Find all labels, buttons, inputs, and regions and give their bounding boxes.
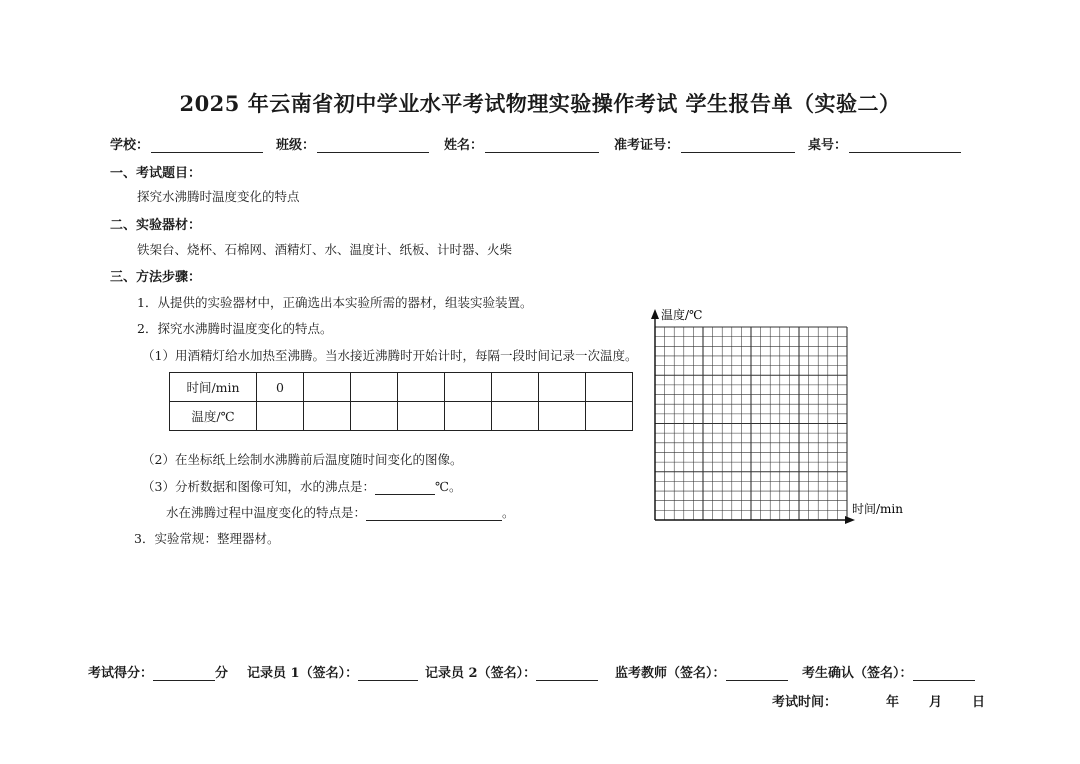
section3-heading: 三、方法步骤：	[110, 270, 202, 285]
exam-number-field[interactable]	[614, 134, 795, 153]
score-label: 考试得分：	[88, 666, 154, 681]
temperature-cell[interactable]	[351, 402, 398, 431]
exam-number-label: 准考证号：	[614, 138, 680, 153]
section2-content: 铁架台、烧杯、石棉网、酒精灯、水、温度计、纸板、计时器、火柴	[137, 242, 513, 257]
exam-number-blank[interactable]	[681, 138, 795, 153]
recorder1-blank[interactable]	[358, 666, 418, 681]
recorder2-blank[interactable]	[536, 666, 598, 681]
temperature-cell[interactable]	[539, 402, 586, 431]
grid-lines	[655, 327, 847, 520]
x-axis-label: 时间/min	[852, 502, 903, 516]
class-label: 班级：	[276, 138, 316, 153]
page-title: 2025 年云南省初中学业水平考试物理实验操作考试 学生报告单（实验二）	[179, 91, 901, 116]
student-confirm-blank[interactable]	[913, 666, 975, 681]
sub3b-prefix: 水在沸腾过程中温度变化的特点是：	[166, 505, 367, 520]
recorder2-label: 记录员 2（签名）：	[425, 666, 537, 681]
boiling-feature-blank[interactable]	[366, 506, 502, 521]
recorder1-field[interactable]	[247, 662, 418, 681]
name-field[interactable]	[444, 134, 599, 153]
time-header-cell: 时间/min	[170, 373, 257, 402]
teacher-blank[interactable]	[726, 666, 788, 681]
school-field[interactable]	[110, 134, 263, 153]
school-label: 学校：	[110, 138, 150, 153]
step1-text: 1．从提供的实验器材中，正确选出本实验所需的器材，组装实验装置。	[137, 295, 533, 310]
time-cell-0: 0	[257, 373, 304, 402]
name-label: 姓名：	[444, 138, 484, 153]
teacher-label: 监考教师（签名）：	[615, 666, 726, 681]
time-cell[interactable]	[304, 373, 351, 402]
step2-text: 2．探究水沸腾时温度变化的特点。	[137, 321, 333, 336]
desk-number-field[interactable]	[808, 134, 961, 153]
time-cell[interactable]	[539, 373, 586, 402]
boiling-point-blank[interactable]	[375, 480, 435, 495]
sub1-text: （1）用酒精灯给水加热至沸腾。当水接近沸腾时开始计时，每隔一段时间记录一次温度。	[142, 348, 638, 363]
recorder2-field[interactable]	[425, 662, 598, 681]
score-field[interactable]	[88, 662, 228, 681]
student-confirm-field[interactable]	[802, 662, 975, 681]
time-cell[interactable]	[398, 373, 445, 402]
section1-content: 探究水沸腾时温度变化的特点	[137, 189, 300, 204]
time-cell[interactable]	[445, 373, 492, 402]
month-label: 月	[929, 695, 943, 710]
name-blank[interactable]	[485, 138, 599, 153]
time-cell[interactable]	[586, 373, 633, 402]
temperature-cell[interactable]	[304, 402, 351, 431]
sub3-line	[142, 477, 461, 495]
temperature-cell[interactable]	[492, 402, 539, 431]
table-row-temperature	[170, 402, 633, 431]
sub3-prefix: （3）分析数据和图像可知，水的沸点是：	[142, 479, 375, 494]
school-blank[interactable]	[151, 138, 263, 153]
time-cell[interactable]	[492, 373, 539, 402]
score-blank[interactable]	[153, 666, 215, 681]
exam-time-label: 考试时间：	[772, 695, 838, 710]
table-row-time	[170, 373, 633, 402]
temperature-header-cell: 温度/℃	[170, 402, 257, 431]
sub2-text: （2）在坐标纸上绘制水沸腾前后温度随时间变化的图像。	[142, 452, 463, 467]
sub3b-suffix: 。	[502, 505, 515, 520]
y-axis-arrow	[651, 309, 659, 319]
score-unit: 分	[215, 666, 229, 681]
section2-heading: 二、实验器材：	[110, 218, 202, 233]
temperature-cell[interactable]	[586, 402, 633, 431]
recorder1-label: 记录员 1（签名）：	[247, 666, 359, 681]
time-cell[interactable]	[351, 373, 398, 402]
graph-paper[interactable]	[645, 305, 915, 525]
class-field[interactable]	[276, 134, 429, 153]
temperature-cell[interactable]	[445, 402, 492, 431]
temperature-cell[interactable]	[398, 402, 445, 431]
section1-heading: 一、考试题目：	[110, 166, 202, 181]
year-label: 年	[886, 695, 900, 710]
desk-number-label: 桌号：	[808, 138, 848, 153]
x-axis-arrow	[845, 516, 855, 524]
day-label: 日	[972, 695, 986, 710]
step3-text: 3．实验常规：整理器材。	[134, 531, 280, 546]
recording-table	[169, 372, 633, 431]
sub3b-line	[166, 503, 515, 521]
class-blank[interactable]	[317, 138, 429, 153]
student-confirm-label: 考生确认（签名）：	[802, 666, 913, 681]
sub3-suffix: ℃。	[434, 479, 462, 494]
teacher-field[interactable]	[615, 662, 788, 681]
desk-number-blank[interactable]	[849, 138, 961, 153]
y-axis-label: 温度/℃	[661, 308, 703, 322]
temperature-cell[interactable]	[257, 402, 304, 431]
